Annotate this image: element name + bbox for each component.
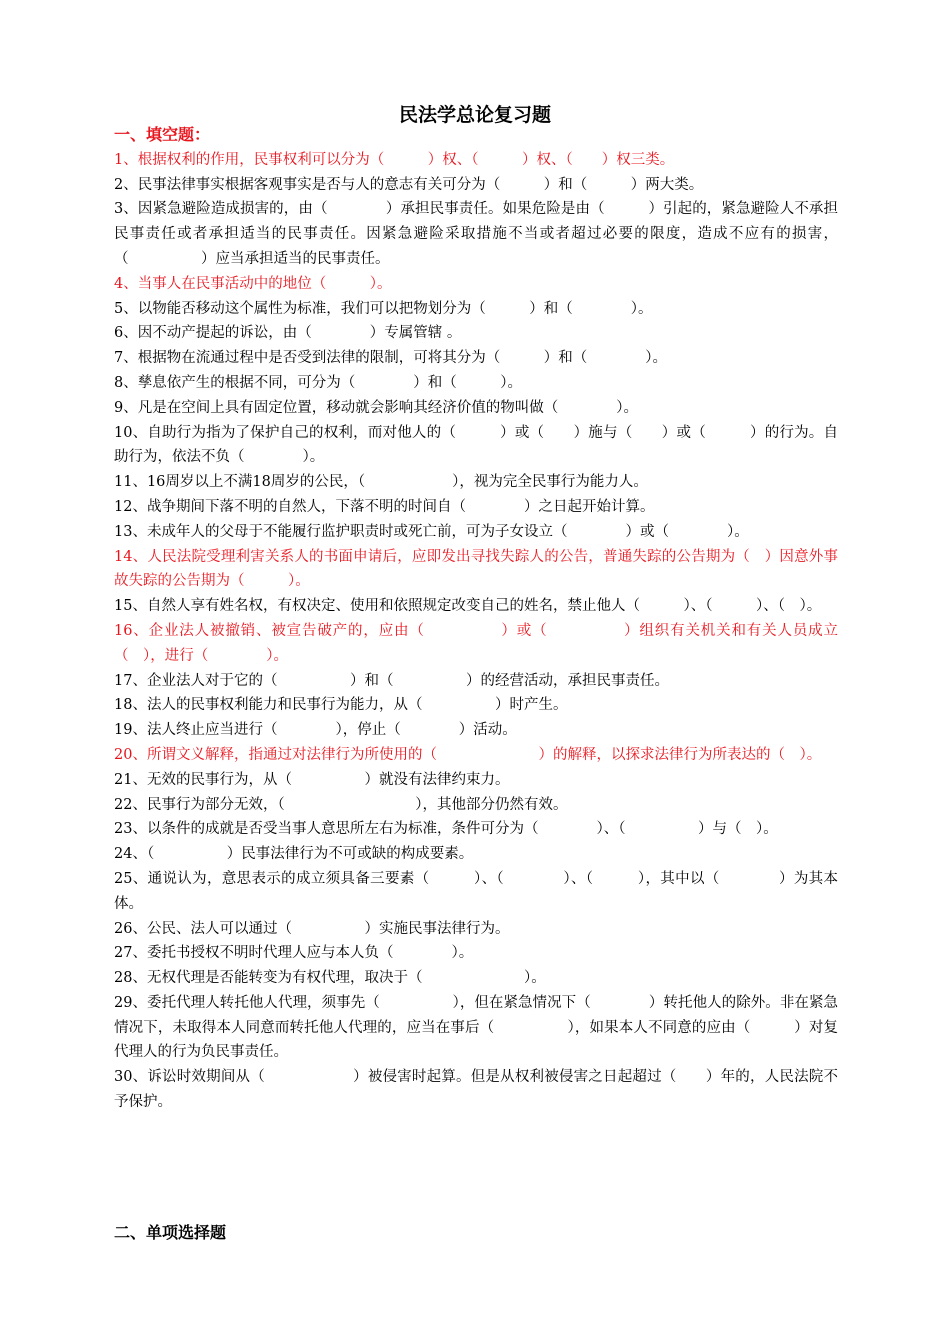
question-item: 14、人民法院受理利害关系人的书面申请后，应即发出寻找失踪人的公告，普通失踪的公告期为（ ）因意外事故失踪的公告期为（ ）。 <box>114 548 838 590</box>
question-item: 12、战争期间下落不明的自然人，下落不明的时间自（ ）之日起开始计算。 <box>114 498 655 515</box>
question-item: 29、委托代理人转托他人代理，须事先（ ），但在紧急情况下（ ）转托他人的除外。非在紧急情况下，未取得本人同意而转托他人代理的，应当在事后（ ），如果本人不同意的应由（ ）对复代理人的行为负民事责任。 <box>114 994 838 1061</box>
question-item: 11、16周岁以上不满18周岁的公民，（ ），视为完全民事行为能力人。 <box>114 474 648 491</box>
question-item: 30、诉讼时效期间从（ ）被侵害时起算。但是从权利被侵害之日起超过（ ）年的，人民法院不予保护。 <box>114 1069 838 1111</box>
question-item: 15、自然人享有姓名权，有权决定、使用和依照规定改变自己的姓名，禁止他人（ ）、（ ）、（ ）。 <box>114 598 822 615</box>
question-item: 24、（ ）民事法律行为不可或缺的构成要素。 <box>114 846 474 863</box>
question-item: 19、法人终止应当进行（ ），停止（ ）活动。 <box>114 722 517 739</box>
question-item: 25、通说认为，意思表示的成立须具备三要素（ ）、（ ）、（ ），其中以（ ）为其本体。 <box>114 870 838 912</box>
question-item: 16、企业法人被撤销、被宣告破产的，应由（ ）或（ ）组织有关机关和有关人员成立（ ），进行（ ）。 <box>114 622 838 664</box>
question-item: 17、企业法人对于它的（ ）和（ ）的经营活动，承担民事责任。 <box>114 672 669 689</box>
question-item: 7、根据物在流通过程中是否受到法律的限制，可将其分为（ ）和（ ）。 <box>114 350 667 367</box>
question-item: 5、以物能否移动这个属性为标准，我们可以把物划分为（ ）和（ ）。 <box>114 300 653 317</box>
question-item: 26、公民、法人可以通过（ ）实施民事法律行为。 <box>114 920 510 937</box>
question-item: 21、无效的民事行为，从（ ）就没有法律约束力。 <box>114 771 510 788</box>
question-item: 20、所谓文义解释，指通过对法律行为所使用的（ ）的解释，以探求法律行为所表达的（ ）。 <box>114 746 822 763</box>
fill-in-section <box>114 123 838 1115</box>
question-item: 2、民事法律事实根据客观事实是否与人的意志有关可分为（ ）和（ ）两大类。 <box>114 176 704 193</box>
question-item: 27、委托书授权不明时代理人应与本人负（ ）。 <box>114 945 474 962</box>
page-title: 民法学总论复习题 <box>398 104 551 126</box>
question-item: 13、未成年人的父母于不能履行监护职责时或死亡前，可为子女设立（ ）或（ ）。 <box>114 523 749 540</box>
question-item: 23、以条件的成就是否受当事人意思所左右为标准，条件可分为（ ）、（ ）与（ ）。 <box>114 821 778 838</box>
question-item: 18、法人的民事权利能力和民事行为能力，从（ ）时产生。 <box>114 697 568 714</box>
question-item: 1、根据权利的作用，民事权利可以分为（ ）权、（ ）权、（ ）权三类。 <box>114 151 675 168</box>
question-item: 3、因紧急避险造成损害的，由（ ）承担民事责任。如果危险是由（ ）引起的，紧急避险人不承担民事责任或者承担适当的民事责任。因紧急避险采取措施不当或者超过必要的限度，造成不应有的损害，（ ）应当承担适当的民事责任。 <box>114 201 838 267</box>
question-item: 8、孳息依产生的根据不同，可分为（ ）和（ ）。 <box>114 374 522 391</box>
question-list <box>114 148 838 1115</box>
question-item: 10、自助行为指为了保护自己的权利，而对他人的（ ）或（ ）施与（ ）或（ ）的行为。自助行为，依法不负（ ）。 <box>114 424 838 466</box>
question-item: 28、无权代理是否能转变为有权代理，取决于（ ）。 <box>114 970 546 987</box>
question-item: 4、当事人在民事活动中的地位（ ）。 <box>114 275 392 292</box>
question-item: 22、民事行为部分无效，（ ），其他部分仍然有效。 <box>114 796 568 813</box>
section-heading-single-choice: 二、单项选择题 <box>114 1223 227 1242</box>
question-item: 6、因不动产提起的诉讼，由（ ）专属管辖 。 <box>114 325 462 342</box>
question-item: 9、凡是在空间上具有固定位置，移动就会影响其经济价值的物叫做（ ）。 <box>114 399 638 416</box>
section-heading-fill-in: 一、填空题： <box>114 125 211 144</box>
